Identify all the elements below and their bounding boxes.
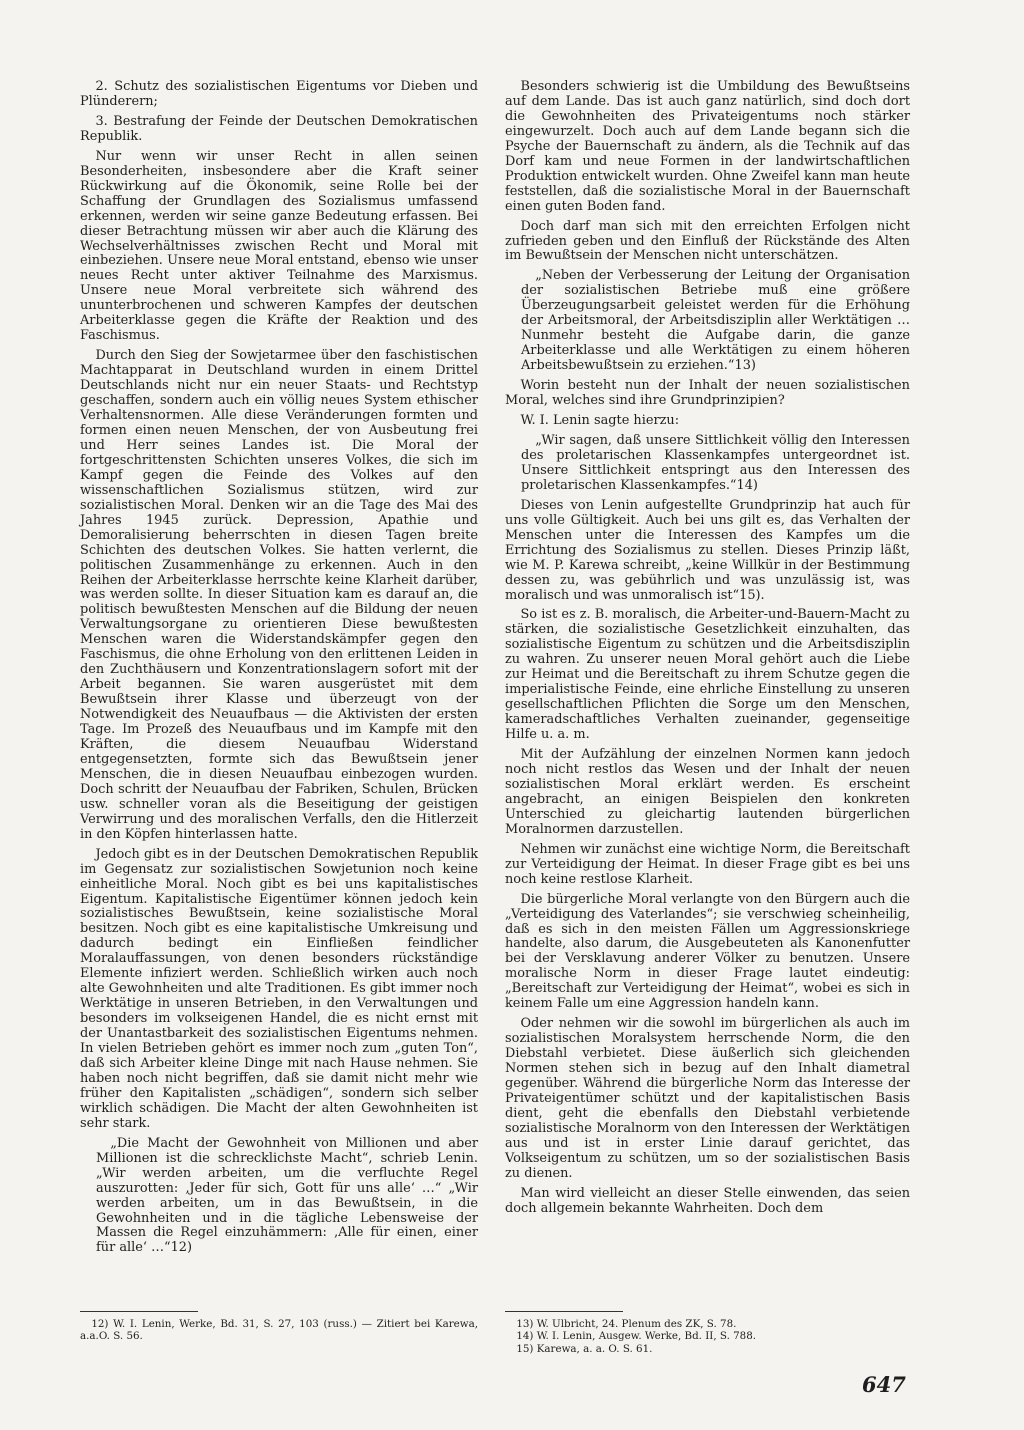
- paragraph: Nehmen wir zunächst eine wichtige Norm, die Bereitschaft zur Verteidigung der Heimat. In dieser Frage gibt es bei uns noch keine restlose Klarheit.: [505, 841, 910, 887]
- paragraph: Worin besteht nun der Inhalt der neuen sozialistischen Moral, welches sind ihre Grundprinzipien?: [505, 378, 910, 409]
- footnote-12: 12) W. I. Lenin, Werke, Bd. 31, S. 27, 103 (russ.) — Zitiert bei Karewa, a.a.O. S. 56.: [80, 1318, 478, 1343]
- footnotes-right: [505, 1311, 903, 1355]
- paragraph: Doch darf man sich mit den erreichten Erfolgen nicht zufrieden geben und den Einfluß der Rückstände des Alten im Bewußtsein der Menschen nicht unterschätzen.: [505, 218, 910, 264]
- quotation: „Wir sagen, daß unsere Sittlichkeit völlig den Interessen des proletarischen Klassenkampfes untergeordnet ist. Unsere Sittlichkeit entspringt aus den Interessen des proletarischen Klassenkampfes.“14): [521, 432, 910, 493]
- paragraph: Die bürgerliche Moral verlangte von den Bürgern auch die „Verteidigung des Vaterlandes“; sie verschwieg scheinheilig, daß es sich in den meisten Fällen um Aggressionskriege handelte, also darum, die Ausgebeuteten als Kanonenfutter bei der Versklavung anderer Völker zu benutzen. Unsere moralische Norm in dieser Frage lautet eindeutig: „Bereitschaft zur Verteidigung der Heimat“, wobei es sich in keinem Falle um eine Aggression handeln kann.: [505, 891, 910, 1012]
- footnote-15: 15) Karewa, a. a. O. S. 61.: [516, 1342, 653, 1355]
- footnotes-left: [80, 1311, 478, 1343]
- paragraph: Dieses von Lenin aufgestellte Grundprinzip hat auch für uns volle Gültigkeit. Auch bei uns gilt es, das Verhalten der Menschen unter die Interessen des Kampfes um die Errichtung des Sozialismus zu stellen. Dieses Prinzip läßt, wie M. P. Karewa schreibt, „keine Willkür in der Bestimmung dessen zu, was gebührlich und was unzulässig ist, was moralisch und was unmoralisch ist“15).: [505, 497, 910, 603]
- footnote-13: 13) W. Ulbricht, 24. Plenum des ZK, S. 78.: [516, 1318, 737, 1330]
- paragraph: Mit der Aufzählung der einzelnen Normen kann jedoch noch nicht restlos das Wesen und der Inhalt der neuen sozialistischen Moral erklärt werden. Es erscheint angebracht, an einigen Beispielen den konkreten Unterschied zu gleichartig lautenden bürgerlichen Moralnormen darzustellen.: [505, 747, 910, 837]
- footnote-rule: [80, 1311, 198, 1312]
- paragraph: Jedoch gibt es in der Deutschen Demokratischen Republik im Gegensatz zur sozialistischen Sowjetunion noch keine einheitliche Moral. Noch gibt es bei uns kapitalistisches Eigentum. Kapitalistische Eigentümer können jedoch kein sozialistisches Bewußtsein, keine sozialistische Moral besitzen. Noch gibt es eine kapitalistische Umkreisung und dadurch bedingt ein Einfließen feindlicher Moralauffassungen, von denen besonders rückständige Elemente infiziert werden. Schließlich wirken auch noch alte Gewohnheiten und alte Traditionen. Es gibt immer noch Werktätige in unseren Betrieben, in den Verwaltungen und besonders im volkseigenen Handel, die es nicht ernst mit der Unantastbarkeit des sozialistischen Eigentums nehmen. In vielen Betrieben gehört es immer noch zum „guten Ton“, daß sich Arbeiter kleine Dinge mit nach Hause nehmen. Sie haben noch nicht begriffen, daß sie damit nicht mehr wie früher den Kapitalisten „schädigen“, sondern sich selber wirklich schädigen. Die Macht der alten Gewohnheiten ist sehr stark.: [80, 846, 478, 1131]
- quotation: „Neben der Verbesserung der Leitung der Organisation der sozialistischen Betriebe muß eine größere Überzeugungsarbeit geleistet werden für die Erhöhung der Arbeitsmoral, der Arbeitsdisziplin aller Werktätigen … Nunmehr besteht die Aufgabe darin, die ganze Arbeiterklasse und alle Werktätigen zu einem höheren Arbeitsbewußtsein zu erziehen.“13): [521, 268, 910, 374]
- right-column: [505, 80, 910, 1222]
- paragraph: Nur wenn wir unser Recht in allen seinen Besonderheiten, insbesondere aber die Kraft seiner Rückwirkung auf die Ökonomik, seine Rolle bei der Schaffung der Grundlagen des Sozialismus umfassend erkennen, werden wir seine ganze Bedeutung erfassen. Bei dieser Betrachtung müssen wir aber auch die Klärung des Wechselverhältnisses zwischen Recht und Moral mit einbeziehen. Unsere neue Moral entstand, ebenso wie unser neues Recht unter aktiver Teilnahme des Marxismus. Unsere neue Moral verbreitete sich während des ununterbrochenen und schweren Kampfes der deutschen Arbeiterklasse gegen die Kräfte der Reaktion und des Faschismus.: [80, 148, 478, 344]
- paragraph: 2. Schutz des sozialistischen Eigentums vor Dieben und Plünderern;: [80, 79, 478, 109]
- paragraph: Besonders schwierig ist die Umbildung des Bewußtseins auf dem Lande. Das ist auch ganz natürlich, sind doch dort die Gewohnheiten des Privateigentums noch stärker eingewurzelt. Doch auch auf dem Lande begann sich die Psyche der Bauernschaft zu ändern, als die Technik auf das Dorf kam und neue Formen in der landwirtschaftlichen Produktion entwickelt wurden. Ohne Zweifel kann man heute feststellen, daß die sozialistische Moral in der Bauernschaft einen guten Boden fand.: [505, 79, 910, 214]
- footnote-14: 14) W. I. Lenin, Ausgew. Werke, Bd. II, S. 788.: [516, 1330, 757, 1343]
- paragraph: Oder nehmen wir die sowohl im bürgerlichen als auch im sozialistischen Moralsystem herrschende Norm, die den Diebstahl verbietet. Diese äußerlich sich gleichenden Normen stehen sich in bezug auf den Inhalt diametral gegenüber. Während die bürgerliche Norm das Interesse der Privateigentümer schützt und der kapitalistischen Basis dient, geht die ebenfalls den Diebstahl verbietende sozialistische Moralnorm von den Interessen der Werktätigen aus und ist in erster Linie darauf gerichtet, das Volkseigentum zu schützen, um so der sozialistischen Basis zu dienen.: [505, 1016, 910, 1181]
- paragraph: So ist es z. B. moralisch, die Arbeiter-und-Bauern-Macht zu stärken, die sozialistische Gesetzlichkeit einzuhalten, das sozialistische Eigentum zu schützen und die Arbeitsdisziplin zu wahren. Zu unserer neuen Moral gehört auch die Liebe zur Heimat und die Bereitschaft zu ihrem Schutze gegen die imperialistische Feinde, eine ehrliche Einstellung zu unseren gesellschaftlichen Pflichten die Sorge um den Menschen, kameradschaftliches Verhalten zueinander, gegenseitige Hilfe u. a. m.: [505, 607, 910, 743]
- page-number: 647: [862, 1372, 906, 1397]
- paragraph: W. I. Lenin sagte hierzu:: [520, 413, 680, 429]
- paragraph: Man wird vielleicht an dieser Stelle einwenden, das seien doch allgemein bekannte Wahrheiten. Doch dem: [505, 1185, 910, 1216]
- footnote-rule: [505, 1311, 623, 1312]
- paragraph: 3. Bestrafung der Feinde der Deutschen Demokratischen Republik.: [80, 113, 478, 144]
- left-column: [80, 80, 478, 1261]
- quotation: „Die Macht der Gewohnheit von Millionen und aber Millionen ist die schrecklichste Macht“, schrieb Lenin. „Wir werden arbeiten, um die verfluchte Regel auszurotten: ‚Jeder für sich, Gott für uns alle‘ …“ „Wir werden arbeiten, um in das Bewußtsein, in die Gewohnheiten und in die tägliche Lebensweise der Massen die Regel einzuhämmern: ‚Alle für einen, einer für alle‘ …“12): [96, 1135, 478, 1256]
- paragraph: Durch den Sieg der Sowjetarmee über den faschistischen Machtapparat in Deutschland wurden in einem Drittel Deutschlands nicht nur ein neuer Staats- und Rechtstyp geschaffen, sondern auch ein völlig neues System ethischer Verhaltensnormen. Alle diese Veränderungen formten und formen einen neuen Menschen, der von Ausbeutung frei und Herr seines Landes ist. Die Moral der fortgeschrittensten Schichten unseres Volkes, die sich im Kampf gegen die Feinde des Volkes auf den wissenschaftlichen Sozialismus stützen, wird zur sozialistischen Moral. Denken wir an die Tage des Mai des Jahres 1945 zurück. Depression, Apathie und Demoralisierung beherrschten in diesen Tagen breite Schichten des deutschen Volkes. Sie hatten verlernt, die politischen Zusammenhänge zu erkennen. Auch in den Reihen der Arbeiterklasse herrschte keine Klarheit darüber, was werden sollte. In dieser Situation kam es darauf an, die politisch bewußtesten Menschen auf die Bildung der neuen Verwaltungsorgane zu orientieren Diese bewußtesten Menschen waren die Widerstandskämpfer gegen den Faschismus, die ohne Erholung von den erlittenen Leiden in den Zuchthäusern und Konzentrationslagern sofort mit der Arbeit begannen. Sie waren ausgerüstet mit dem Bewußtsein ihrer Klasse und überzeugt von der Notwendigkeit des Neuaufbaus — die Aktivisten der ersten Tage. Im Prozeß des Neuaufbaus und im Kampfe mit den Kräften, die diesem Neuaufbau Widerstand entgegensetzten, formte sich das Bewußtsein jener Menschen, die in diesen Neuaufbau einbezogen wurden. Doch schritt der Neuaufbau der Fabriken, Schulen, Brücken usw. schneller voran als die Beseitigung der geistigen Verwirrung und des moralischen Verfalls, den die Hitlerzeit in den Köpfen hinterlassen hatte.: [80, 348, 478, 842]
